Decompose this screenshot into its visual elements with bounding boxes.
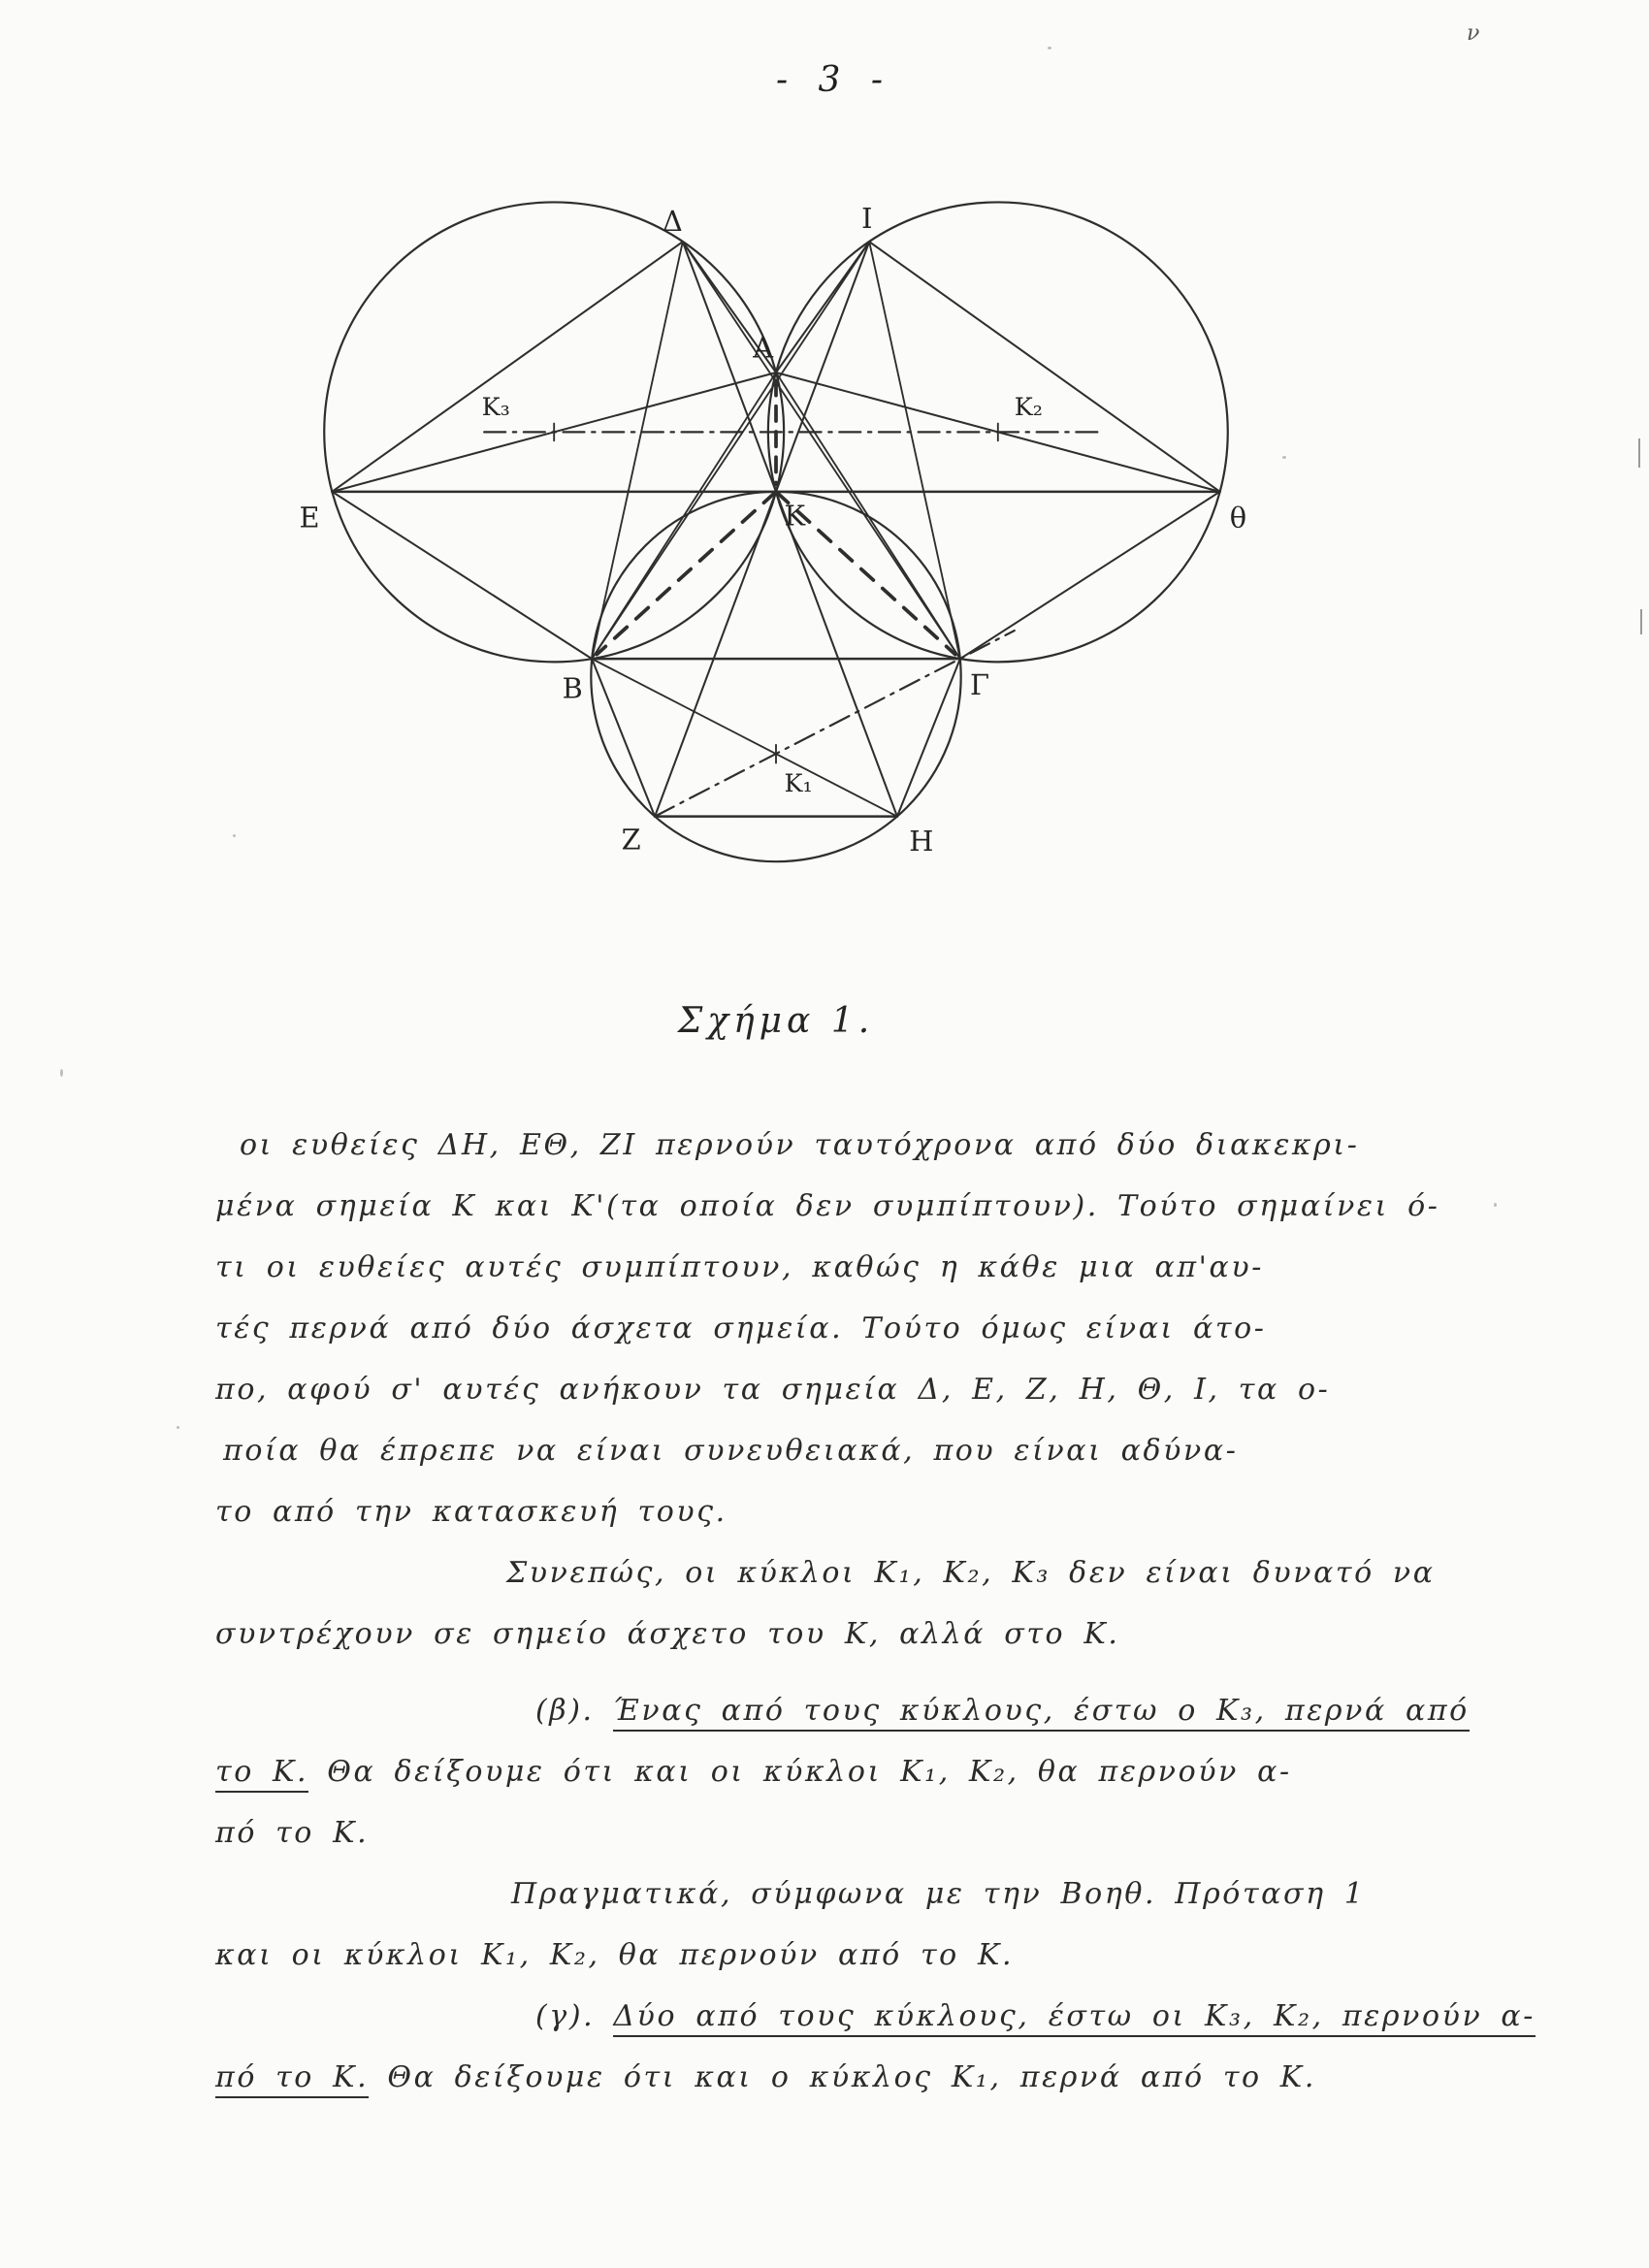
label-iota: I — [861, 201, 873, 235]
text-line — [215, 1240, 1535, 1301]
text-line — [215, 1179, 1535, 1240]
text-segment: Πραγματικά, σύμφωνα με την Βοηθ. Πρόταση 1 — [511, 1877, 1366, 1911]
label-theta: θ — [1229, 501, 1247, 535]
text-line — [215, 1744, 1535, 1805]
scan-edge-mark — [1640, 609, 1642, 634]
label-alpha: A — [753, 331, 774, 365]
line-delta-gamma — [683, 242, 960, 659]
label-beta: B — [562, 671, 583, 705]
text-line — [215, 1928, 1535, 1989]
circle-k1 — [591, 492, 960, 861]
diagonal-beta-eta — [592, 659, 897, 816]
text-segment: οι ευθείες ΔΗ, ΕΘ, ΖΙ περνούν ταυτόχρονα από δύο διακεκρι- — [240, 1128, 1360, 1162]
scan-speck — [233, 834, 236, 837]
label-delta: Δ — [663, 205, 683, 239]
label-epsilon: E — [299, 501, 320, 535]
figure-schema-1 — [291, 150, 1261, 891]
scan-speck — [60, 1069, 63, 1077]
scan-edge-mark — [1638, 438, 1640, 468]
text-line — [215, 1484, 1535, 1545]
line-iota-beta — [592, 242, 869, 659]
text-segment: τι οι ευθείες αυτές συμπίπτουν, καθώς η κάθε μια απ'αυ- — [215, 1250, 1264, 1284]
text-segment: Δύο από τους κύκλους, έστω οι Κ₃, Κ₂, περνούν α- — [613, 1999, 1536, 2037]
chord-gamma-theta — [960, 492, 1220, 659]
text-line — [215, 1301, 1535, 1362]
text-line — [215, 1989, 1535, 2050]
handwritten-text — [215, 1118, 1535, 2111]
geometry-figure — [291, 150, 1261, 891]
label-k2: K₂ — [1014, 392, 1043, 422]
label-k3: K₃ — [481, 392, 510, 422]
text-line — [215, 1683, 1535, 1744]
text-line — [215, 1805, 1535, 1866]
corner-mark: ν — [1467, 21, 1480, 46]
text-segment: συντρέχουν σε σημείο άσχετο του Κ, αλλά στο Κ. — [215, 1617, 1120, 1651]
label-eta: H — [909, 825, 934, 859]
text-segment: (β). — [535, 1694, 613, 1728]
label-k1: K₁ — [784, 768, 813, 798]
page-number: - 3 - — [775, 60, 893, 100]
chord-delta-epsilon — [332, 242, 682, 492]
scan-speck — [177, 1426, 179, 1429]
text-line — [215, 1606, 1535, 1668]
text-segment: ποία θα έπρεπε να είναι συνευθειακά, που είναι αδύνα- — [223, 1434, 1239, 1468]
chord-iota-theta — [869, 242, 1219, 492]
text-segment: Ένας από τους κύκλους, έστω ο Κ₃, περνά από — [613, 1694, 1470, 1732]
chord-delta-beta — [592, 242, 683, 659]
scan-speck — [1282, 456, 1286, 459]
chord-iota-gamma — [869, 242, 960, 659]
label-gamma: Γ — [969, 668, 989, 702]
figure-caption: Σχήμα 1. — [677, 1001, 875, 1041]
text-line — [215, 1362, 1535, 1423]
text-line — [215, 1118, 1535, 1179]
text-segment: το από την κατασκευή τους. — [215, 1495, 728, 1529]
text-segment: και οι κύκλοι Κ₁, Κ₂, θα περνούν από το Κ. — [215, 1938, 1015, 1972]
scan-speck — [1048, 47, 1051, 49]
text-line — [215, 1866, 1535, 1928]
text-segment: πο, αφού σ' αυτές ανήκουν τα σημεία Δ, Ε, Ζ, Η, Θ, Ι, τα ο- — [215, 1373, 1331, 1407]
text-segment: μένα σημεία Κ και Κ'(τα οποία δεν συμπίπτουν). Τούτο σημαίνει ό- — [215, 1189, 1440, 1223]
text-segment: το Κ. — [215, 1755, 308, 1793]
text-segment: τές περνά από δύο άσχετα σημεία. Τούτο όμως είναι άτο- — [215, 1312, 1267, 1345]
line-zeta-iota — [655, 242, 869, 816]
text-segment: (γ). — [535, 1999, 614, 2033]
text-line — [215, 1423, 1535, 1484]
chord-epsilon-beta — [332, 492, 592, 659]
text-segment: Θα δείξουμε ότι και οι κύκλοι Κ₁, Κ₂, θα περνούν α- — [308, 1755, 1292, 1789]
text-line — [215, 1545, 1535, 1606]
text-segment: πό το Κ. — [215, 1816, 370, 1850]
label-kappa: K — [784, 499, 805, 533]
text-segment: πό το Κ. — [215, 2060, 369, 2098]
text-segment: Συνεπώς, οι κύκλοι Κ₁, Κ₂, Κ₃ δεν είναι δυνατό να — [506, 1556, 1436, 1590]
text-line — [215, 2050, 1535, 2111]
label-zeta: Z — [621, 823, 641, 857]
text-segment: Θα δείξουμε ότι και ο κύκλος Κ₁, περνά από το Κ. — [369, 2060, 1316, 2094]
